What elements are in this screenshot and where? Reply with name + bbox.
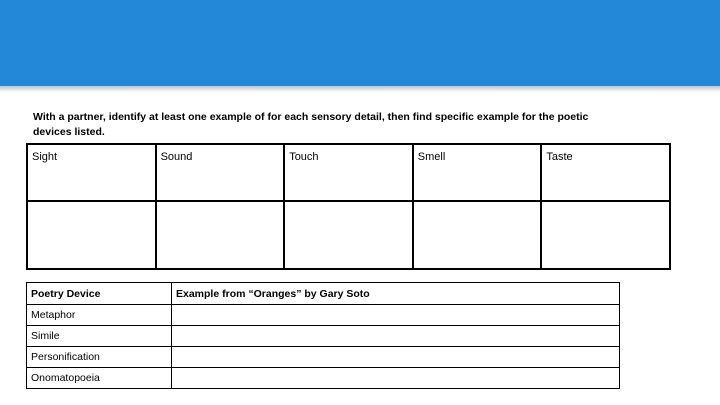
cell-simile-example[interactable] <box>172 326 620 347</box>
cell-taste[interactable] <box>541 201 670 269</box>
cell-sight[interactable] <box>27 201 156 269</box>
row-label-simile: Simile <box>27 326 172 347</box>
cell-sound[interactable] <box>156 201 285 269</box>
banner-shadow <box>0 86 720 92</box>
header-example: Example from “Oranges” by Gary Soto <box>172 283 620 305</box>
cell-touch[interactable] <box>284 201 413 269</box>
row-label-metaphor: Metaphor <box>27 305 172 326</box>
header-taste: Taste <box>541 144 670 201</box>
header-sound: Sound <box>156 144 285 201</box>
header-smell: Smell <box>413 144 542 201</box>
header-poetry-device: Poetry Device <box>27 283 172 305</box>
cell-smell[interactable] <box>413 201 542 269</box>
cell-metaphor-example[interactable] <box>172 305 620 326</box>
cell-onomatopoeia-example[interactable] <box>172 368 620 389</box>
header-banner <box>0 0 720 86</box>
row-label-onomatopoeia: Onomatopoeia <box>27 368 172 389</box>
row-label-personification: Personification <box>27 347 172 368</box>
header-sight: Sight <box>27 144 156 201</box>
poetry-device-table <box>26 282 620 389</box>
header-touch: Touch <box>284 144 413 201</box>
instructions-text: With a partner, identify at least one example of for each sensory detail, then find specific example for the poetic devices listed. <box>33 111 589 138</box>
cell-personification-example[interactable] <box>172 347 620 368</box>
sensory-detail-table <box>26 143 671 270</box>
